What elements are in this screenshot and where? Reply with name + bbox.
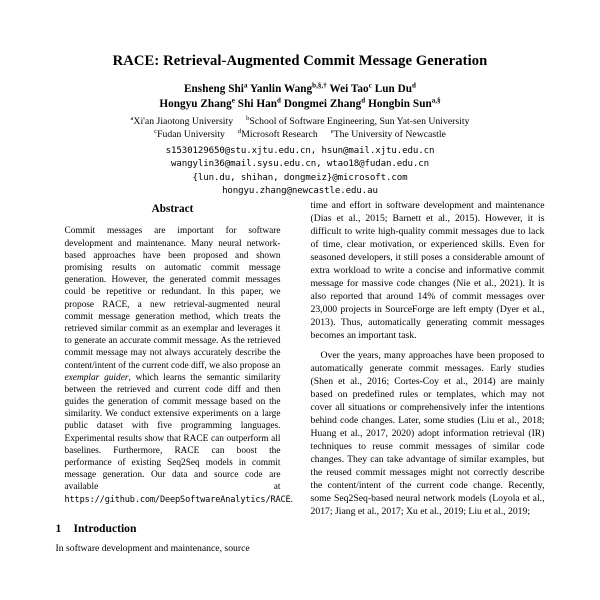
author-affil-marker: c <box>368 81 372 90</box>
author-name: Dongmei Zhang <box>283 98 362 111</box>
author-affil-marker: b,§,† <box>312 81 327 90</box>
affiliation-name: Microsoft Research <box>241 128 318 140</box>
page-title: RACE: Retrieval-Augmented Commit Message Generation <box>112 53 488 69</box>
abstract-text <box>64 225 293 505</box>
email-line[interactable]: hongyu.zhang@newcastle.edu.au <box>222 185 378 196</box>
affiliation-marker: a <box>130 114 134 122</box>
affiliation-line-1 <box>0 115 600 128</box>
author-affil-marker: d <box>412 81 416 90</box>
affiliation-marker: c <box>154 127 158 135</box>
email-line[interactable]: wangylin36@mail.sysu.edu.cn, wtao18@fudan.edu.cn <box>171 159 429 170</box>
abstract-heading: Abstract <box>151 203 194 215</box>
left-column <box>55 203 293 600</box>
abstract-part-1: Commit messages are important for software development and maintenance. Many neural network-based approaches have been proposed and shown promising results on automatic commit message generation. However, the generated commit messages could be repetitive or redundant. In this paper, we propose RACE, a new retrieval-augmented neural commit message generation method, which treats the retrieved similar commit as an exemplar and leverages it to generate an accurate commit message. As the retrieved commit message may not always accurately describe the content/intent of the current code diff, we also propose an <box>64 226 281 371</box>
author-name: Ensheng Shi <box>184 83 244 96</box>
author-affil-marker: a,§ <box>431 96 441 105</box>
introduction-paragraph-1-continued: time and effort in software development and maintenance (Dias et al., 2015; Barnett et al., 2015). However, it is difficult to write high-quality commit messages due to lack of time, clear motivation, or experienced skills. Even for seasoned developers, it still poses a considerable amount of extra workload to write a concise and informative commit message for massive code changes (Nie et al., 2021). It is also reported that around 14% of commit messages over 23,000 projects in SourceForge are left empty (Dyer et al., 2013). Thus, automatically generating commit messages becomes an important task. <box>310 200 545 341</box>
author-affil-marker: d <box>277 96 281 105</box>
section-title: Introduction <box>73 521 137 535</box>
paper-header <box>0 0 600 198</box>
email-line[interactable]: {lun.du, shihan, dongmeiz}@microsoft.com <box>192 172 408 183</box>
author-affil-marker: e <box>231 96 235 105</box>
affiliation-name: The University of Newcastle <box>333 128 446 140</box>
author-affil-marker: a <box>243 81 248 90</box>
section-number: 1 <box>55 521 62 535</box>
affiliation-name: Fudan University <box>157 128 225 140</box>
author-name: Lun Du <box>374 83 413 96</box>
author-name: Yanlin Wang <box>249 83 313 96</box>
affiliation-name: School of Software Engineering, Sun Yat-sen University <box>249 115 470 127</box>
author-name: Wei Tao <box>329 83 369 96</box>
right-column <box>311 200 545 597</box>
email-line[interactable]: s1530129650@stu.xjtu.edu.cn, hsun@mail.xjtu.edu.cn <box>165 146 435 157</box>
author-line-1 <box>0 82 600 97</box>
affiliation-marker: e <box>330 127 334 135</box>
introduction-paragraph-left: In software development and maintenance, source <box>55 542 250 554</box>
author-name: Hongbin Sun <box>368 98 432 111</box>
author-name: Shi Han <box>237 98 278 111</box>
abstract-emphasis-exemplar-guider: exemplar guider <box>64 372 129 383</box>
author-line-2 <box>0 97 600 112</box>
abstract-part-2: , which learns the semantic similarity between the retrieved and current code diff and then guides the generation of commit message based on the similarity. We conduct extensive experiments on a large public dataset with five programming languages. Experimental results show that RACE can outperform all baselines. Furthermore, RACE can boost the performance of existing Seq2Seq models in commit message generation. Our data and source code are available at <box>64 372 281 493</box>
abstract-part-3: . <box>290 494 293 505</box>
author-affil-marker: d <box>361 96 366 105</box>
abstract-code-url[interactable]: https://github.com/DeepSoftwareAnalytics/RACE <box>64 494 291 505</box>
introduction-paragraph-2: Over the years, many approaches have been proposed to automatically generate commit messages. Early studies (Shen et al., 2016; Cortes-Coy et al., 2014) are mainly based on predefined rules or templates, which may not cover all situations or comprehensively infer the intentions behind code changes. Later, some studies (Liu et al., 2018; Huang et al., 2017, 2020) adopt information retrieval (IR) techniques to reuse commit messages of similar code changes. They can take advantage of similar examples, but the reused commit messages might not correctly describe the content/intent of the current code change. Recently, some Seq2Seq-based neural network models (Loyola et al., 2017; Jiang et al., 2017; Xu et al., 2019; Liu et al., 2019; <box>310 350 545 517</box>
author-name: Hongyu Zhang <box>159 98 232 111</box>
affiliation-line-2 <box>0 128 600 141</box>
author-list <box>0 82 600 112</box>
affiliation-name: Xi'an Jiaotong University <box>133 115 234 127</box>
affiliation-marker: b <box>246 114 250 122</box>
section-heading-introduction <box>56 522 290 536</box>
email-list <box>0 145 600 198</box>
affiliation-marker: d <box>237 127 242 135</box>
body-columns <box>0 200 600 600</box>
affiliation-list <box>0 115 600 141</box>
